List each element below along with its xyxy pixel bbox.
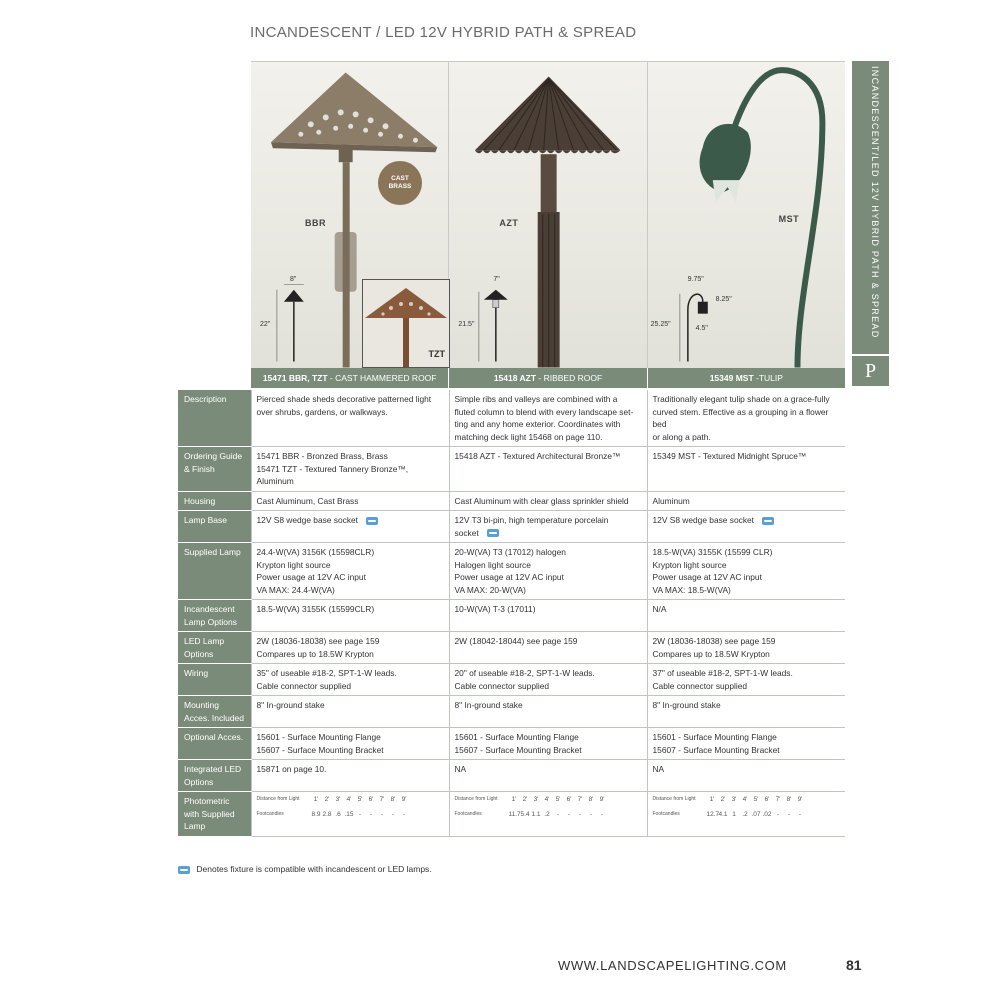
spec-row (178, 511, 845, 543)
spec-cell-text: 12V S8 wedge base socket (256, 515, 358, 525)
spec-cell-line (455, 450, 642, 463)
caption-bbr: 15471 BBR, TZT - CAST HAMMERED ROOF (251, 368, 449, 388)
distance-value: 9' (599, 796, 605, 803)
spec-cell (449, 511, 647, 543)
mst-model-code: MST (778, 214, 800, 224)
spec-cell-text: 15601 - Surface Mounting Flange (454, 732, 579, 742)
spec-cell-line (455, 495, 642, 508)
spec-row (178, 447, 845, 492)
spec-cell-text: 12V S8 wedge base socket (652, 515, 754, 525)
spec-cell (449, 696, 647, 728)
distance-value: 4' (742, 796, 748, 803)
spec-cell-text: N/A (652, 604, 667, 614)
azt-width-dimension: 7" (493, 276, 500, 283)
footer-url[interactable]: WWW.LANDSCAPELIGHTING.COM (558, 958, 787, 973)
spec-cell-text: or along a path. (652, 431, 711, 442)
spec-cell-line (653, 603, 841, 616)
footcandle-value: 1 (732, 811, 736, 818)
footcandle-value: .2 (742, 811, 748, 818)
footcandle-value: .07 (751, 811, 761, 818)
spec-cell-text: 8" In-ground stake (256, 700, 325, 710)
spec-cell-line (653, 584, 841, 597)
spec-cell-line (455, 680, 642, 693)
spec-cell-text: 8" In-ground stake (454, 700, 523, 710)
footcandle-value: 1.1 (531, 811, 541, 818)
distance-value: 4' (544, 796, 550, 803)
distance-value: 2' (522, 796, 528, 803)
spec-cell (647, 664, 845, 696)
compatibility-icon (487, 529, 499, 537)
spec-cell-line (653, 635, 841, 648)
azt-model-code: AZT (499, 218, 519, 228)
distance-value: 2' (324, 796, 330, 803)
spec-cell-line (455, 603, 642, 616)
spec-cell (647, 447, 845, 492)
spec-cell-line (653, 450, 841, 463)
distance-label: Distance from Light (454, 796, 498, 802)
spec-cell (251, 543, 449, 600)
spec-cell-line (257, 699, 444, 712)
spec-cell-line (257, 648, 444, 661)
spec-cell-line (455, 527, 642, 540)
spec-cell (251, 491, 449, 511)
compatibility-icon (366, 517, 378, 525)
footcandle-value: - (556, 811, 560, 818)
compatibility-icon (178, 866, 190, 874)
spec-cell-line (653, 731, 841, 744)
spec-cell (251, 728, 449, 760)
cast-brass-badge: CAST BRASS (378, 161, 422, 205)
spec-cell-text: 37" of useable #18-2, SPT-1-W leads. (652, 668, 793, 678)
spec-cell-text: VA MAX: 20-W(VA) (454, 584, 526, 595)
distance-value: 5' (753, 796, 759, 803)
distance-value: 7' (577, 796, 583, 803)
spec-cell-line (257, 571, 444, 584)
footcandle-value: - (578, 811, 582, 818)
spec-cell (251, 600, 449, 632)
footcandle-value: 5.4 (520, 811, 530, 818)
spec-row (178, 491, 845, 511)
footcandle-value: .02 (762, 811, 772, 818)
spec-cell-line (257, 584, 444, 597)
distance-value: 2' (720, 796, 726, 803)
mst-height-dimension: 25.25" (650, 321, 671, 328)
spec-cell-text: Pierced shade sheds decorative patterned light (256, 394, 432, 404)
spec-row-label: Mounting Acces. Included (178, 696, 251, 728)
footcandle-value: - (567, 811, 571, 818)
spec-cell-text: Krypton light source (652, 559, 727, 570)
bbr-width-dimension: 8" (290, 276, 297, 283)
product-panel-mst (648, 62, 845, 368)
caption-mst: 15349 MST -TULIP (709, 373, 783, 383)
spec-cell-text: 15349 MST - Textured Midnight Spruce™ (652, 451, 807, 461)
spec-cell-line (653, 559, 841, 572)
distance-value: 7' (379, 796, 385, 803)
spec-cell (449, 760, 647, 792)
spec-cell-text: 20" of useable #18-2, SPT-1-W leads. (454, 668, 595, 678)
spec-row (178, 728, 845, 760)
section-letter: P (852, 356, 889, 386)
spec-cell-text: Krypton light source (256, 559, 331, 570)
footcandle-value: - (369, 811, 373, 818)
spec-cell (251, 447, 449, 492)
spec-cell-text: 35" of useable #18-2, SPT-1-W leads. (256, 668, 397, 678)
spec-cell-line (653, 680, 841, 693)
spec-cell-text: Power usage at 12V AC input (454, 572, 564, 582)
spec-row (178, 543, 845, 600)
distance-value: 1' (313, 796, 319, 803)
spec-cell-text: 15607 - Surface Mounting Bracket (652, 744, 780, 755)
spec-cell-text: socket (454, 527, 479, 538)
spec-cell-text: Cast Aluminum with clear glass sprinkler shield (454, 495, 629, 506)
distance-label: Distance from Light (256, 796, 300, 802)
spec-cell-line (653, 495, 841, 508)
spec-row-label: Supplied Lamp (178, 543, 251, 600)
spec-cell-text: 15601 - Surface Mounting Flange (652, 732, 777, 742)
spec-cell-line (455, 431, 642, 444)
footcandle-value: - (391, 811, 395, 818)
footcandle-value: 2.8 (322, 811, 332, 818)
spec-cell-line (257, 393, 444, 406)
distance-value: 7' (775, 796, 781, 803)
spec-cell-text: Simple ribs and valleys are combined with a (454, 394, 618, 404)
footnote-text: Denotes fixture is compatible with incandescent or LED lamps. (196, 864, 432, 874)
spec-cell (449, 491, 647, 511)
page-number: 81 (846, 957, 862, 973)
footcandle-value: - (589, 811, 593, 818)
spec-cell-line (257, 406, 444, 419)
spec-cell-line (257, 744, 444, 757)
page-title: INCANDESCENT / LED 12V HYBRID PATH & SPREAD (250, 24, 637, 41)
footcandle-value: - (380, 811, 384, 818)
spec-cell (647, 543, 845, 600)
distance-value: 3' (533, 796, 539, 803)
footcandles-label: Footcandles (652, 811, 680, 817)
footcandles-label: Footcandles (256, 811, 284, 817)
spec-cell-line (455, 418, 642, 431)
spec-cell-line (653, 514, 841, 527)
spec-row (178, 632, 845, 664)
mst-shade-dimension: 8.25" (715, 296, 732, 303)
spec-cell (449, 600, 647, 632)
spec-cell-text: NA (652, 764, 665, 774)
distance-value: 5' (357, 796, 363, 803)
spec-cell-line (257, 559, 444, 572)
spec-cell-line (455, 744, 642, 757)
spec-cell-text: Cast Aluminum, Cast Brass (256, 495, 359, 506)
spec-cell-text: fluted column to blend with every landscape set- (454, 406, 634, 417)
spec-cell-line (455, 571, 642, 584)
distance-value: 6' (368, 796, 374, 803)
spec-cell-text: over shrubs, gardens, or walkways. (256, 406, 388, 417)
spec-cell-text: 12V T3 bi-pin, high temperature porcelain (454, 515, 609, 525)
photometric-cell (647, 792, 845, 837)
spec-cell-text: 2W (18036-18038) see page 159 (652, 636, 776, 646)
product-image-strip (251, 61, 845, 368)
spec-cell-line (455, 731, 642, 744)
azt-height-dimension: 21.5" (458, 321, 475, 328)
spec-table (178, 390, 845, 837)
spec-row (178, 696, 845, 728)
footcandle-value: 11.7 (508, 811, 521, 818)
spec-cell-line (455, 699, 642, 712)
spec-cell-line (653, 744, 841, 757)
photometric-cell (449, 792, 647, 837)
photometric-footcandles-row (653, 810, 841, 819)
footcandles-label: Footcandles (454, 811, 482, 817)
spec-cell (449, 543, 647, 600)
spec-cell-text: 2W (18036-18038) see page 159 (256, 636, 380, 646)
photometric-distance-row (653, 795, 841, 804)
spec-cell-line (455, 584, 642, 597)
mst-width-dimension: 9.75" (687, 276, 704, 283)
spec-cell (251, 760, 449, 792)
spec-row-label: Optional Acces. (178, 728, 251, 760)
spec-cell-text: 15607 - Surface Mounting Bracket (256, 744, 384, 755)
product-caption-strip (251, 368, 845, 388)
spec-cell-text: 24.4-W(VA) 3156K (15598CLR) (256, 547, 375, 557)
spec-cell-line (257, 667, 444, 680)
spec-cell-line (455, 514, 642, 527)
spec-cell-text: curved stem. Effective as a grouping in a flower bed (652, 406, 829, 429)
spec-cell (449, 632, 647, 664)
spec-cell-text: 2W (18042-18044) see page 159 (454, 636, 578, 646)
spec-cell-line (653, 406, 841, 431)
spec-cell-line (653, 699, 841, 712)
spec-cell-text: 8" In-ground stake (652, 700, 721, 710)
photometric-footcandles-row (455, 810, 642, 819)
spec-row-label: Photometric with Supplied Lamp (178, 792, 251, 837)
spec-cell-line (455, 559, 642, 572)
footnote (178, 864, 432, 874)
spec-cell (647, 728, 845, 760)
photometric-distance-row (455, 795, 642, 804)
spec-cell-line (455, 406, 642, 419)
spec-cell-text: Compares up to 18.5W Krypton (652, 648, 770, 659)
spec-cell-text: 18.5-W(VA) 3155K (15599CLR) (256, 604, 375, 614)
spec-cell (251, 664, 449, 696)
mst-fixture-illustration (648, 62, 845, 368)
distance-value: 9' (401, 796, 407, 803)
distance-value: 8' (588, 796, 594, 803)
spec-cell-line (257, 635, 444, 648)
spec-cell-line (653, 571, 841, 584)
spec-cell-text: 18.5-W(VA) 3155K (15599 CLR) (652, 547, 773, 557)
spec-cell-line (455, 393, 642, 406)
footcandle-value: - (600, 811, 604, 818)
spec-cell (647, 600, 845, 632)
spec-cell-text: Cable connector supplied (652, 680, 748, 691)
spec-cell-text: Halogen light source (454, 559, 531, 570)
spec-row-label: Wiring (178, 664, 251, 696)
spec-row-label: LED Lamp Options (178, 632, 251, 664)
spec-row (178, 600, 845, 632)
distance-value: 1' (511, 796, 517, 803)
spec-row-label: Lamp Base (178, 511, 251, 543)
spec-cell-line (257, 763, 444, 776)
spec-cell-text: 15871 on page 10. (256, 764, 327, 774)
spec-cell (449, 447, 647, 492)
spec-cell-line (653, 431, 841, 444)
spec-cell-text: matching deck light 15468 on page 110. (454, 431, 603, 442)
spec-cell-line (455, 635, 642, 648)
spec-cell (647, 390, 845, 447)
distance-value: 4' (346, 796, 352, 803)
spec-row-label: Housing (178, 491, 251, 511)
spec-row (178, 760, 845, 792)
photometric-footcandles-row (257, 810, 444, 819)
spec-cell-line (455, 667, 642, 680)
spec-cell-text: 15418 AZT - Textured Architectural Bronze™ (454, 451, 621, 461)
photometric-cell (251, 792, 449, 837)
spec-cell (647, 696, 845, 728)
distance-value: 3' (335, 796, 341, 803)
spec-cell-line (257, 731, 444, 744)
spec-cell-text: ting and any home exterior. Coordinates with (454, 419, 621, 429)
footcandle-value: 12.7 (706, 811, 720, 818)
spec-cell-text: Compares up to 18.5W Krypton (256, 648, 374, 659)
spec-cell-line (257, 514, 444, 527)
distance-value: 6' (566, 796, 572, 803)
footcandle-value: .6 (335, 811, 341, 818)
distance-value: 1' (709, 796, 715, 803)
spec-row-label: Ordering Guide & Finish (178, 447, 251, 492)
distance-label: Distance from Light (652, 796, 696, 802)
spec-cell-text: Cable connector supplied (256, 680, 352, 691)
footcandle-value: - (776, 811, 780, 818)
spec-cell-text: VA MAX: 18.5-W(VA) (652, 584, 731, 595)
spec-cell-line (257, 463, 444, 488)
spec-cell-text: Traditionally elegant tulip shade on a grace-fully (652, 394, 830, 404)
spec-cell (251, 696, 449, 728)
spec-row-label: Integrated LED Options (178, 760, 251, 792)
spec-cell-line (455, 546, 642, 559)
distance-value: 3' (731, 796, 737, 803)
bbr-height-dimension: 22" (260, 321, 271, 328)
distance-value: 6' (764, 796, 770, 803)
footcandle-value: 4.1 (718, 811, 728, 818)
distance-value: 8' (390, 796, 396, 803)
footcandle-value: - (358, 811, 362, 818)
footcandle-value: .2 (544, 811, 550, 818)
photometric-row (178, 792, 845, 837)
spec-cell-line (653, 393, 841, 406)
mst-base-dimension: 4.5" (695, 325, 708, 332)
footcandle-value: - (798, 811, 802, 818)
tzt-inset-image (362, 279, 450, 368)
spec-cell-text: Cable connector supplied (454, 680, 550, 691)
spec-cell-text: 10-W(VA) T-3 (17011) (454, 604, 536, 614)
distance-value: 9' (797, 796, 803, 803)
spec-cell-text: 15471 BBR - Bronzed Brass, Brass (256, 451, 388, 461)
caption-azt: 15418 AZT - RIBBED ROOF (449, 368, 647, 388)
compatibility-icon (762, 517, 774, 525)
photometric-distance-row (257, 795, 444, 804)
spec-cell-text: Power usage at 12V AC input (256, 572, 366, 582)
spec-cell-text: 20-W(VA) T3 (17012) halogen (454, 547, 566, 557)
spec-cell (647, 760, 845, 792)
spec-cell-line (653, 546, 841, 559)
spec-cell (647, 491, 845, 511)
spec-cell (647, 511, 845, 543)
spec-cell (251, 390, 449, 447)
spec-row (178, 664, 845, 696)
spec-row (178, 390, 845, 447)
side-tab-text: INCANDESCENT/LED 12V HYBRID PATH & SPREAD (870, 66, 880, 339)
spec-cell (449, 390, 647, 447)
spec-cell-text: Aluminum (652, 495, 690, 506)
spec-cell-text: VA MAX: 24.4-W(VA) (256, 584, 335, 595)
spec-cell-line (653, 667, 841, 680)
spec-cell-text: 15601 - Surface Mounting Flange (256, 732, 381, 742)
spec-cell (449, 664, 647, 696)
tzt-model-code: TZT (428, 349, 445, 359)
footcandle-value: - (402, 811, 406, 818)
spec-row-label: Incandescent Lamp Options (178, 600, 251, 632)
distance-value: 8' (786, 796, 792, 803)
spec-cell-line (257, 546, 444, 559)
spec-cell-line (653, 648, 841, 661)
spec-row-label: Description (178, 390, 251, 447)
azt-fixture-illustration (449, 62, 646, 368)
spec-cell (647, 632, 845, 664)
spec-cell-line (257, 680, 444, 693)
spec-cell-line (257, 603, 444, 616)
bbr-model-code: BBR (305, 218, 326, 228)
footcandle-value: .15 (344, 811, 354, 818)
spec-cell-text: 15607 - Surface Mounting Bracket (454, 744, 582, 755)
spec-cell (251, 511, 449, 543)
spec-cell (449, 728, 647, 760)
footcandle-value: - (787, 811, 791, 818)
spec-cell-line (257, 450, 444, 463)
distance-value: 5' (555, 796, 561, 803)
spec-cell-text: NA (454, 764, 467, 774)
spec-cell-text: 15471 TZT - Textured Tannery Bronze™, Aluminum (256, 463, 409, 486)
spec-cell-line (653, 763, 841, 776)
spec-cell-line (257, 495, 444, 508)
product-panel-azt (449, 62, 647, 368)
footcandle-value: 8.9 (311, 811, 321, 818)
spec-cell-line (455, 763, 642, 776)
spec-cell-text: Power usage at 12V AC input (652, 572, 762, 582)
spec-cell (251, 632, 449, 664)
